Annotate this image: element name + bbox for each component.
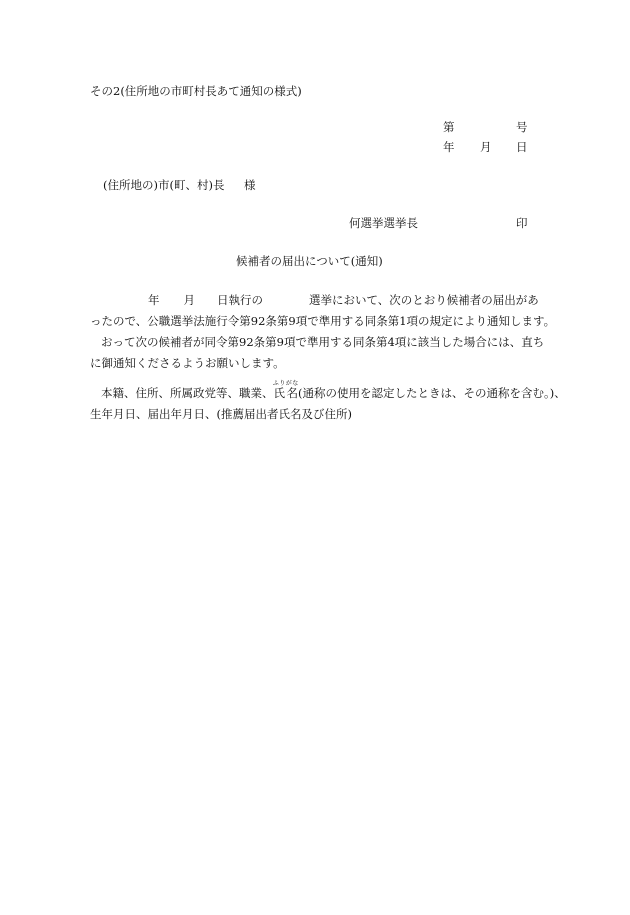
document-number-go: 号 [516,120,528,134]
sender-name: 何選挙選挙長 [349,216,418,230]
para3-post: (通称の使用を認定したときは、その通称を含む。)、 [298,386,566,400]
para3-name: 氏名 [272,386,299,400]
addressee-honorific: 様 [244,178,256,192]
candidate-items-paragraph [90,380,566,425]
para2-line2: に御通知くださるようお願いします。 [90,356,285,370]
seal-mark: 印 [516,216,528,230]
date-month: 月 [480,140,492,154]
para3-line2: 生年月日、届出年月日、(推薦届出者氏名及び住所) [90,407,352,421]
furigana-label: ふりがな [272,380,299,387]
para1-day-exec: 日執行の [217,293,263,307]
document-title: 候補者の届出について(通知) [236,254,383,268]
para1-month: 月 [183,293,195,307]
name-with-furigana [272,380,299,400]
para2-line1: おって次の候補者が同令第92条第9項で準用する同条第4項に該当した場合には、直ち [101,335,545,349]
para3-pre: 本籍、住所、所属政党等、職業、 [101,386,274,400]
notice-paragraph [90,290,556,332]
document-number-dai: 第 [443,120,455,134]
request-paragraph [90,332,550,374]
date-year: 年 [443,140,455,154]
addressee: (住所地の)市(町、村)長 [103,178,225,192]
form-heading: その2(住所地の市町村長あて通知の様式) [90,84,302,98]
para1-election-text: 選挙において、次のとおり候補者の届出があ [309,293,539,307]
date-day: 日 [516,140,528,154]
para1-line2: ったので、公職選挙法施行令第92条第9項で準用する同条第1項の規定により通知します。 [90,314,556,328]
para1-year: 年 [148,293,160,307]
